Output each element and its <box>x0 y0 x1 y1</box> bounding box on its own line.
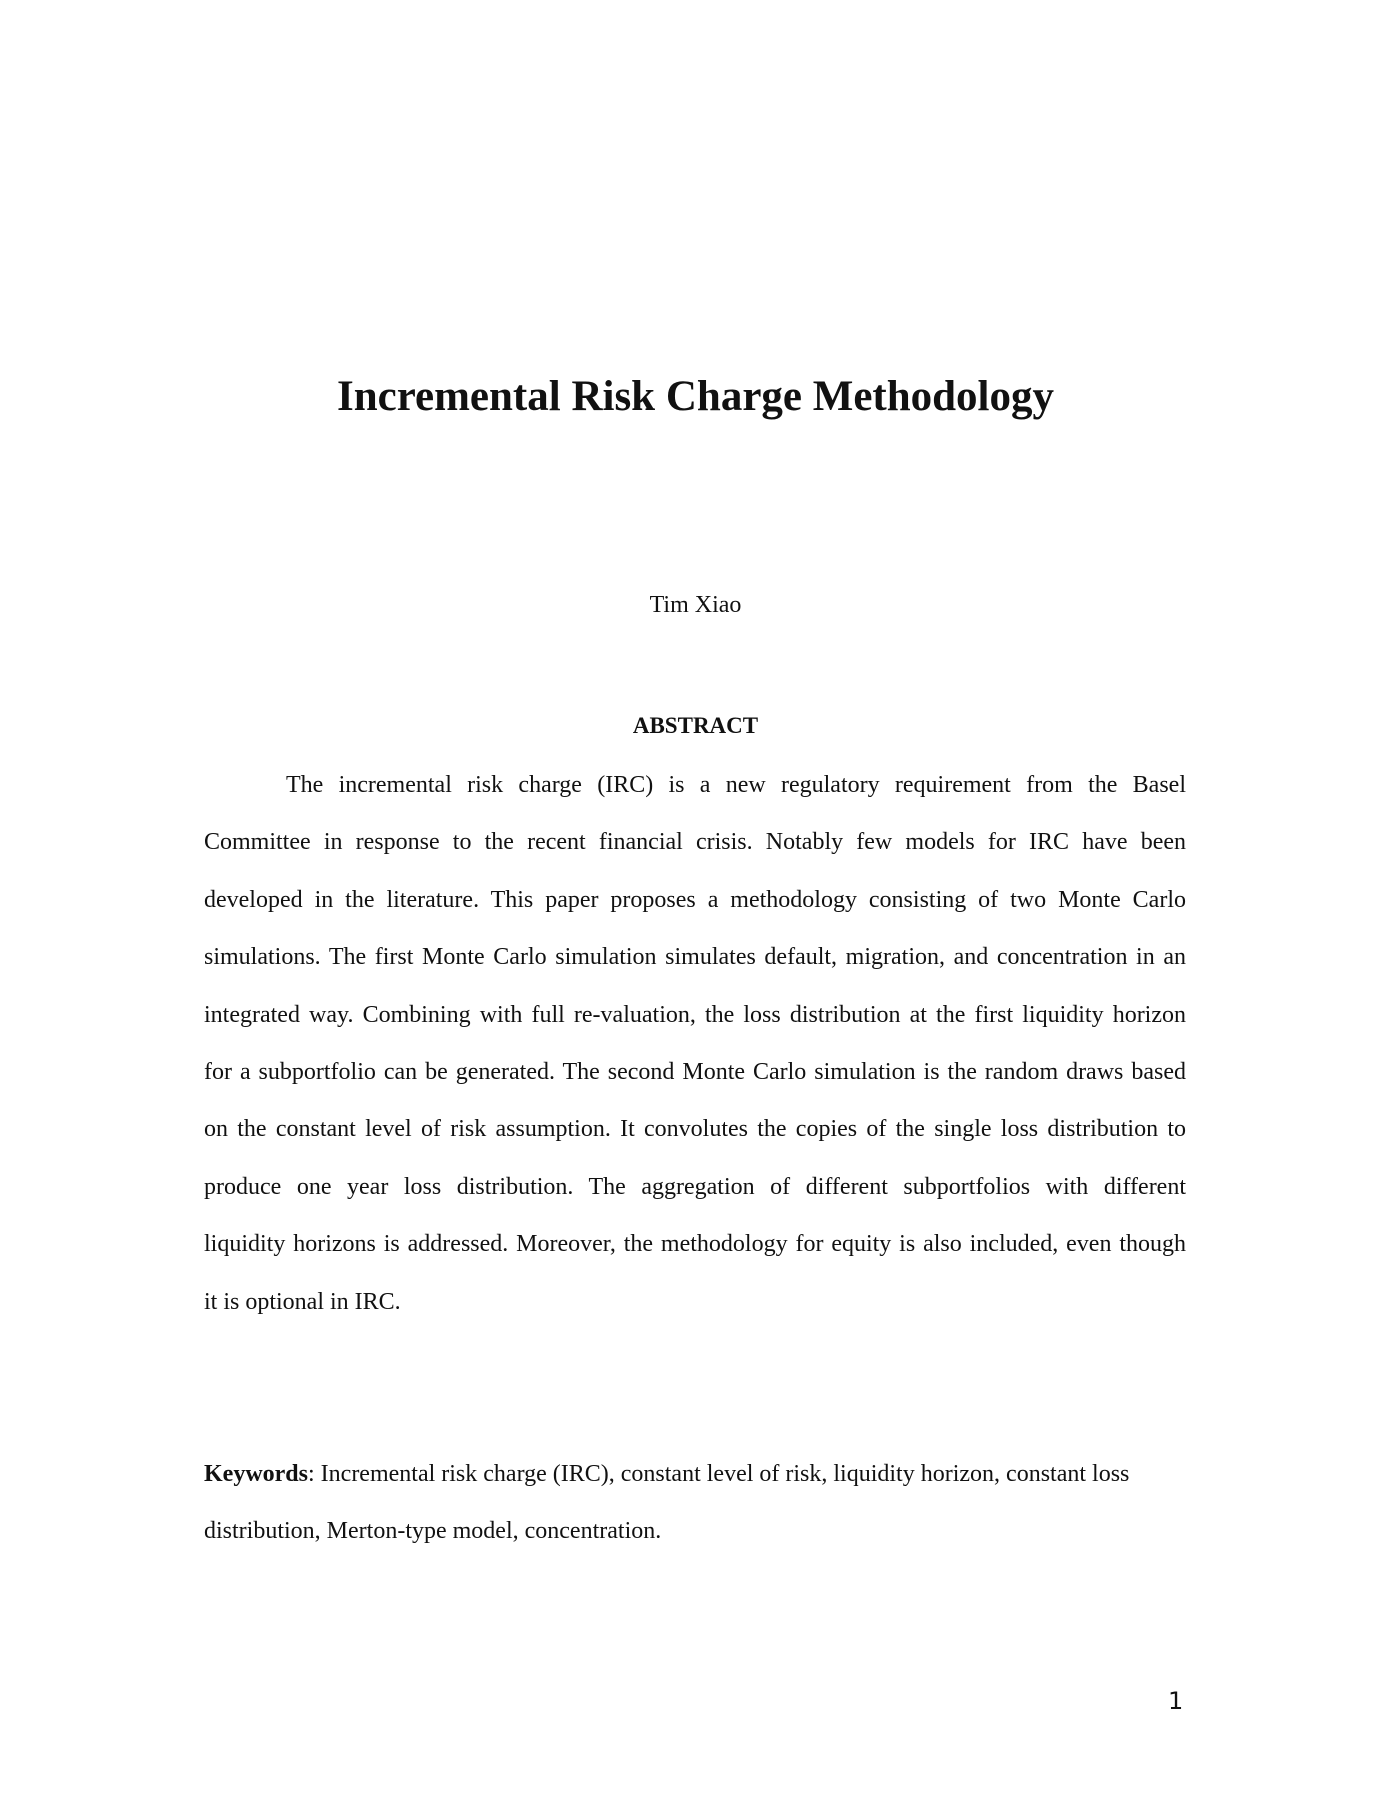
abstract-line: on the constant level of risk assumption. It convolutes the copies of the single loss distribution to <box>204 1116 1186 1143</box>
abstract-body <box>204 770 1186 1344</box>
abstract-line: simulations. The first Monte Carlo simulation simulates default, migration, and concentration in an <box>204 944 1186 971</box>
keywords <box>204 1459 1186 1574</box>
author-name: Tim Xiao <box>649 592 742 618</box>
keywords-label: Keywords <box>204 1461 308 1487</box>
page-number: 1 <box>1168 1687 1184 1715</box>
abstract-line: produce one year loss distribution. The aggregation of different subportfolios with different <box>204 1173 1186 1200</box>
abstract-line: developed in the literature. This paper proposes a methodology consisting of two Monte Carlo <box>204 886 1186 913</box>
abstract-heading: ABSTRACT <box>632 713 759 738</box>
abstract-line: The incremental risk charge (IRC) is a new regulatory requirement from the Basel <box>286 772 1186 798</box>
abstract-line: it is optional in IRC. <box>204 1288 401 1315</box>
abstract-line: for a subportfolio can be generated. The second Monte Carlo simulation is the random draws based <box>204 1058 1186 1085</box>
abstract-line: liquidity horizons is addressed. Moreover, the methodology for equity is also included, even though <box>204 1231 1186 1258</box>
keywords-line <box>204 1459 1186 1516</box>
keywords-text: : Incremental risk charge (IRC), constant level of risk, liquidity horizon, constant loss <box>308 1461 1130 1487</box>
abstract-line: Committee in response to the recent financial crisis. Notably few models for IRC have been <box>204 829 1186 856</box>
keywords-line: distribution, Merton-type model, concentration. <box>204 1518 662 1545</box>
abstract-line: integrated way. Combining with full re-valuation, the loss distribution at the first liquidity horizon <box>204 1001 1186 1028</box>
paper-title: Incremental Risk Charge Methodology <box>336 373 1055 420</box>
